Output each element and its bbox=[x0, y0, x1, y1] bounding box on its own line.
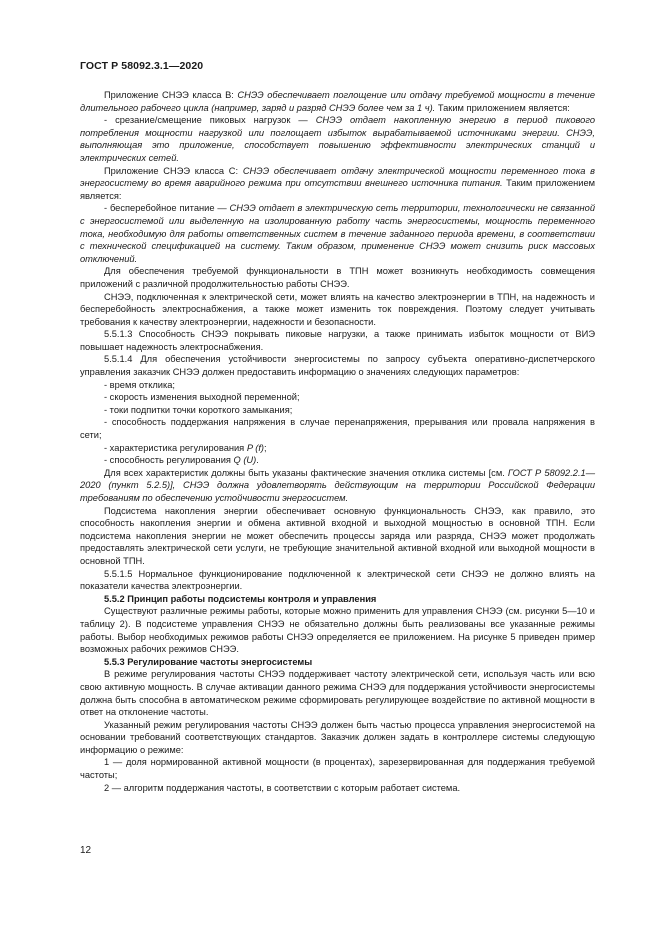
text: 5.5.2 Принцип работы подсистемы контроля и управления bbox=[104, 593, 377, 604]
text: Приложение СНЭЭ класса В: bbox=[104, 90, 238, 100]
section-heading bbox=[80, 593, 595, 606]
text: 5.5.1.3 Способность СНЭЭ покрывать пиковые нагрузки, а также принимать избыток мощности от ВИЭ повышает надежность электроснабжения. bbox=[80, 329, 595, 352]
italic-text: СНЭЭ отдает накопленную энергию в период пикового потребления мощности нагрузкой или поглощает избыток вырабатываемой источниками энергии. СНЭЭ, выполняющая это приложение, способствует повышению эффективности электрических станций и электрических сетей. bbox=[80, 115, 595, 163]
paragraph bbox=[80, 291, 595, 329]
text: - срезание/смещение пиковых нагрузок — bbox=[104, 115, 316, 126]
section-heading bbox=[80, 656, 595, 669]
italic-text: СНЭЭ обеспечивает отдачу электрической мощности переменного тока в энергосистему во время аварийного режима при отсутствии внешнего источника питания. bbox=[80, 165, 595, 189]
italic-text: Q (U) bbox=[233, 455, 257, 466]
text: - бесперебойное питание — bbox=[104, 203, 230, 214]
text: - способность регулирования bbox=[104, 455, 234, 466]
paragraph bbox=[80, 379, 595, 392]
text: В режиме регулирования частоты СНЭЭ поддерживает частоту электрической сети, используя часть или всю свою активную мощность. В случае активации данного режима СНЭЭ для поддержания устойчивости энергосистемы должна быть способна в автоматическом режиме сформировать регулирующее воздействие по активной мощности в ответ на отклонение частоты. bbox=[80, 669, 595, 718]
paragraph bbox=[80, 605, 595, 655]
text: Существуют различные режимы работы, которые можно применить для управления СНЭЭ (см. рисунки 5—10 и таблицу 2). В подсистеме управления СНЭЭ не обязательно должны быть реализованы все указанные режимы работы. Выбор необходимых режимов работы СНЭЭ определяется ее приложением. На рисунке 5 приведен пример возможных рабочих режимов СНЭЭ. bbox=[80, 606, 595, 655]
text: Указанный режим регулирования частоты СНЭЭ должен быть частью процесса управления энергосистемой на основании требований соответствующих стандартов. Заказчик должен задать в контроллере системы следующую информацию о режиме: bbox=[80, 719, 595, 755]
italic-text: СНЭЭ обеспечивает поглощение или отдачу требуемой мощности в течение длительного рабочего цикла (например, заряд и разряд СНЭЭ более чем за 1 ч). bbox=[80, 90, 595, 113]
text: - характеристика регулирования bbox=[104, 442, 247, 453]
paragraph bbox=[80, 353, 595, 378]
text: Таким приложением является: bbox=[80, 178, 596, 201]
page-number: 12 bbox=[80, 845, 92, 856]
text: 1 — доля нормированной активной мощности (в процентах), зарезервированная для поддержания требуемой частоты; bbox=[80, 757, 595, 781]
paragraph bbox=[80, 568, 595, 593]
paragraph bbox=[80, 391, 595, 404]
text: ; bbox=[264, 442, 267, 453]
paragraph bbox=[80, 165, 595, 203]
text: 5.5.1.5 Нормальное функционирование подключенной к электрической сети СНЭЭ не должно влиять на показатели качества электроэнергии. bbox=[80, 568, 595, 592]
text: - способность поддержания напряжения в случае перенапряжения, прерывания или провала напряжения в сети; bbox=[80, 417, 595, 441]
text: Приложение СНЭЭ класса С: bbox=[104, 165, 243, 176]
paragraph bbox=[80, 442, 595, 455]
italic-text: СНЭЭ отдает в электрическую сеть территории, технологически не связанной с энергосистемой или выделенную на изолированную работу часть энергосистемы, мощность переменного тока, необходимую для работы ответственных систем в течение заданного периода времени, в соответствии с технической спецификацией на систему. Таким образом, применение СНЭЭ может снизить риск массовых отключений. bbox=[80, 203, 595, 264]
paragraph bbox=[80, 202, 595, 265]
paragraph bbox=[80, 454, 595, 467]
standard-header: ГОСТ Р 58092.3.1—2020 bbox=[80, 60, 204, 72]
text: Для обеспечения требуемой функциональности в ТПН может возникнуть необходимость совмещения приложений с различной продолжительностью работы СНЭЭ. bbox=[80, 266, 595, 289]
text: 5.5.3 Регулирование частоты энергосистемы bbox=[104, 656, 313, 667]
paragraph bbox=[80, 668, 595, 718]
paragraph bbox=[80, 416, 595, 441]
text: Для всех характеристик должны быть указаны фактические значения отклика системы [см. bbox=[104, 467, 508, 478]
document-body bbox=[80, 89, 595, 794]
paragraph bbox=[80, 505, 595, 568]
text: СНЭЭ, подключенная к электрической сети, может влиять на качество электроэнергии в ТПН, на надежность и бесперебойность электроснабжения, а также может изменить ток повреждения. Поэтому следует учитывать требования к качеству электроэнергии, надежности и безопасности. bbox=[80, 291, 595, 327]
paragraph bbox=[80, 114, 595, 164]
paragraph bbox=[80, 265, 595, 290]
text: - токи подпитки точки короткого замыкания; bbox=[104, 404, 293, 415]
italic-text: ГОСТ Р 58092.2.1—2020 (пункт 5.2.5)], СНЭЭ должна удовлетворять действующим на территории Российской Федерации требованиям по обеспечению устойчивости энергосистем. bbox=[80, 467, 595, 503]
paragraph bbox=[80, 756, 595, 781]
text: Таким приложением является: bbox=[435, 102, 570, 113]
text: - скорость изменения выходной переменной; bbox=[104, 392, 300, 403]
paragraph bbox=[80, 467, 595, 505]
paragraph bbox=[80, 404, 595, 417]
paragraph bbox=[80, 89, 595, 114]
text: Подсистема накопления энергии обеспечивает основную функциональность СНЭЭ, как правило, это способность накопления энергии и обмена активной входной и выходной мощностью в основной ТПН. Если подсистема накопления энергии не может обеспечить процессы заряда или разряда, СНЭЭ может продолжать предоставлять электрической сети услуги, не требующие значительной активной входной или выходной мощности в основной ТПН. bbox=[80, 505, 595, 566]
paragraph bbox=[80, 328, 595, 353]
paragraph bbox=[80, 782, 595, 795]
text: 2 — алгоритм поддержания частоты, в соответствии с которым работает система. bbox=[104, 782, 461, 793]
text: 5.5.1.4 Для обеспечения устойчивости энергосистемы по запросу субъекта оперативно-диспетчерского управления заказчик СНЭЭ должен предоставить информацию о значениях следующих параметров: bbox=[80, 354, 595, 378]
paragraph bbox=[80, 719, 595, 757]
text: - время отклика; bbox=[104, 379, 176, 390]
italic-text: P (f) bbox=[246, 442, 265, 453]
text: . bbox=[256, 455, 259, 466]
